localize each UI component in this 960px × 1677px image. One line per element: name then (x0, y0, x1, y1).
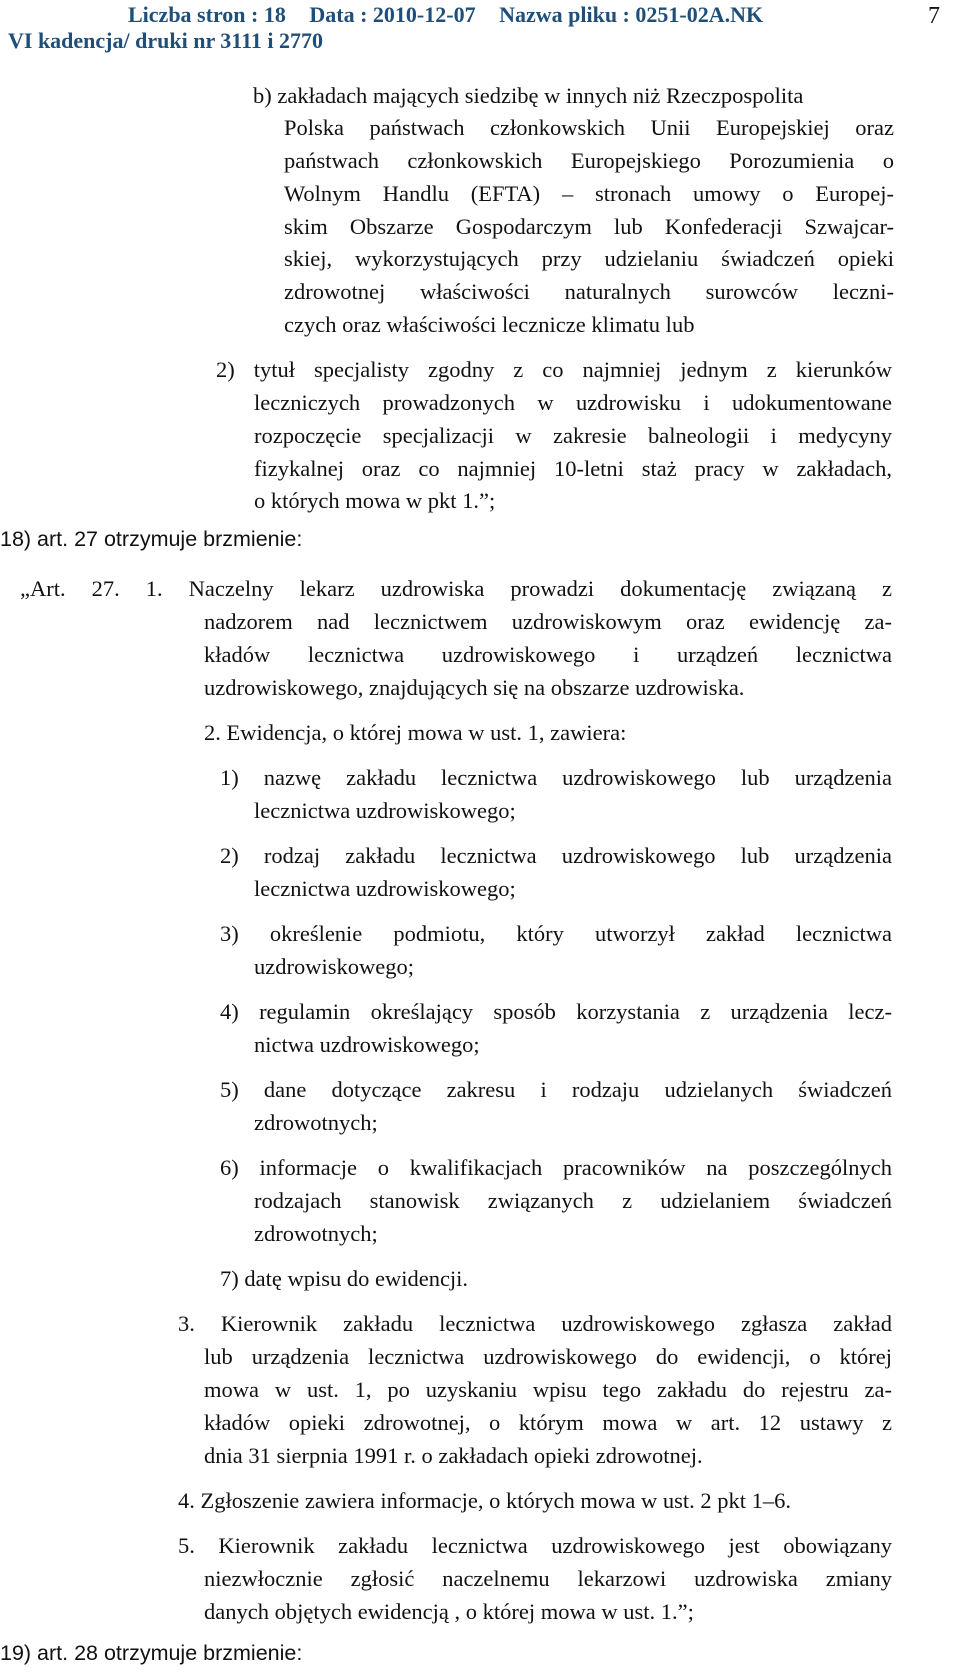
item-b-line: Polska państwach członkowskich Unii Europejskiej oraz (284, 115, 894, 140)
art27-list-item: 1) nazwę zakładu lecznictwa uzdrowiskowego lub urządzenia (220, 765, 892, 790)
art27-p3-line: kładów opieki zdrowotnej, o którym mowa w art. 12 ustawy z (204, 1410, 892, 1435)
page-count: Liczba stron : 18 (128, 2, 286, 27)
art27-list-item: uzdrowiskowego; (254, 954, 414, 979)
art27-list-item: lecznictwa uzdrowiskowego; (254, 798, 516, 823)
art27-list-item: 3) określenie podmiotu, który utworzył zakład lecznictwa (220, 921, 892, 946)
art27-list-item: rodzajach stanowisk związanych z udzielaniem świadczeń (254, 1188, 892, 1213)
item-b-line: skim Obszarze Gospodarczym lub Konfederacji Szwajcar- (284, 214, 894, 239)
art27-p5-line: niezwłocznie zgłosić naczelnemu lekarzowi uzdrowiska zmiany (204, 1566, 892, 1591)
art27-p3-line: lub urządzenia lecznictwa uzdrowiskowego do ewidencji, o której (204, 1344, 892, 1369)
art27-p2: 2. Ewidencja, o której mowa w ust. 1, zawiera: (204, 720, 627, 745)
art27-list-item: zdrowotnych; (254, 1221, 378, 1246)
amendment-19: 19) art. 28 otrzymuje brzmienie: (0, 1641, 303, 1665)
item-b-line: b) zakładach mających siedzibę w innych niż Rzeczpospolita (253, 83, 804, 108)
art27-p5-line: danych objętych ewidencją , o której mowa w ust. 1.”; (204, 1599, 694, 1624)
item-2-line: rozpoczęcie specjalizacji w zakresie balneologii i medycyny (254, 423, 892, 448)
item-b-line: czych oraz właściwości lecznicze klimatu lub (284, 312, 695, 337)
art27-list-item: 4) regulamin określający sposób korzystania z urządzenia lecz- (220, 999, 892, 1024)
item-2-line: o których mowa w pkt 1.”; (254, 488, 496, 513)
art27-p1-line: uzdrowiskowego, znajdujących się na obszarze uzdrowiska. (204, 675, 745, 700)
art27-p4: 4. Zgłoszenie zawiera informacje, o których mowa w ust. 2 pkt 1–6. (178, 1488, 791, 1513)
item-2-line: leczniczych prowadzonych w uzdrowisku i udokumentowane (254, 390, 892, 415)
art27-list-item: zdrowotnych; (254, 1110, 378, 1135)
art27-list-item: 2) rodzaj zakładu lecznictwa uzdrowiskowego lub urządzenia (220, 843, 892, 868)
art27-list-item: 5) dane dotyczące zakresu i rodzaju udzielanych świadczeń (220, 1077, 892, 1102)
page-number: 7 (928, 3, 940, 29)
item-b-line: państwach członkowskich Europejskiego Porozumienia o (284, 148, 894, 173)
art27-p5-line: 5. Kierownik zakładu lecznictwa uzdrowiskowego jest obowiązany (178, 1533, 892, 1558)
item-b-line: skiej, wykorzystujących przy udzielaniu świadczeń opieki (284, 246, 894, 271)
item-2-line: fizykalnej oraz co najmniej 10-letni staż pracy w zakładach, (254, 456, 892, 481)
amendment-18: 18) art. 27 otrzymuje brzmienie: (0, 527, 303, 551)
art27-list-item: nictwa uzdrowiskowego; (254, 1032, 480, 1057)
art27-list-item: lecznictwa uzdrowiskowego; (254, 876, 516, 901)
art27-p3-line: dnia 31 sierpnia 1991 r. o zakładach opieki zdrowotnej. (204, 1443, 703, 1468)
document-header (128, 4, 781, 26)
art27-list-item: 7) datę wpisu do ewidencji. (220, 1266, 469, 1291)
file-name: Nazwa pliku : 0251-02A.NK (499, 2, 764, 27)
item-2-line: 2) tytuł specjalisty zgodny z co najmniej jednym z kierunków (216, 357, 892, 382)
item-b-line: zdrowotnej właściwości naturalnych surowców leczni- (284, 279, 894, 304)
art27-p3-line: mowa w ust. 1, po uzyskaniu wpisu tego zakładu do rejestru za- (204, 1377, 892, 1402)
art27-p1-line: kładów lecznictwa uzdrowiskowego i urządzeń lecznictwa (204, 642, 892, 667)
art27-p1-line: „Art. 27. 1. Naczelny lekarz uzdrowiska prowadzi dokumentację związaną z (20, 576, 892, 601)
art27-list-item: 6) informacje o kwalifikacjach pracowników na poszczególnych (220, 1155, 892, 1180)
art27-p1-line: nadzorem nad lecznictwem uzdrowiskowym oraz ewidencję za- (204, 609, 892, 634)
item-b-line: Wolnym Handlu (EFTA) – stronach umowy o Europej- (284, 181, 894, 206)
art27-p3-line: 3. Kierownik zakładu lecznictwa uzdrowiskowego zgłasza zakład (178, 1311, 892, 1336)
document-subtitle: VI kadencja/ druki nr 3111 i 2770 (8, 28, 323, 53)
document-date: Data : 2010-12-07 (309, 2, 476, 27)
